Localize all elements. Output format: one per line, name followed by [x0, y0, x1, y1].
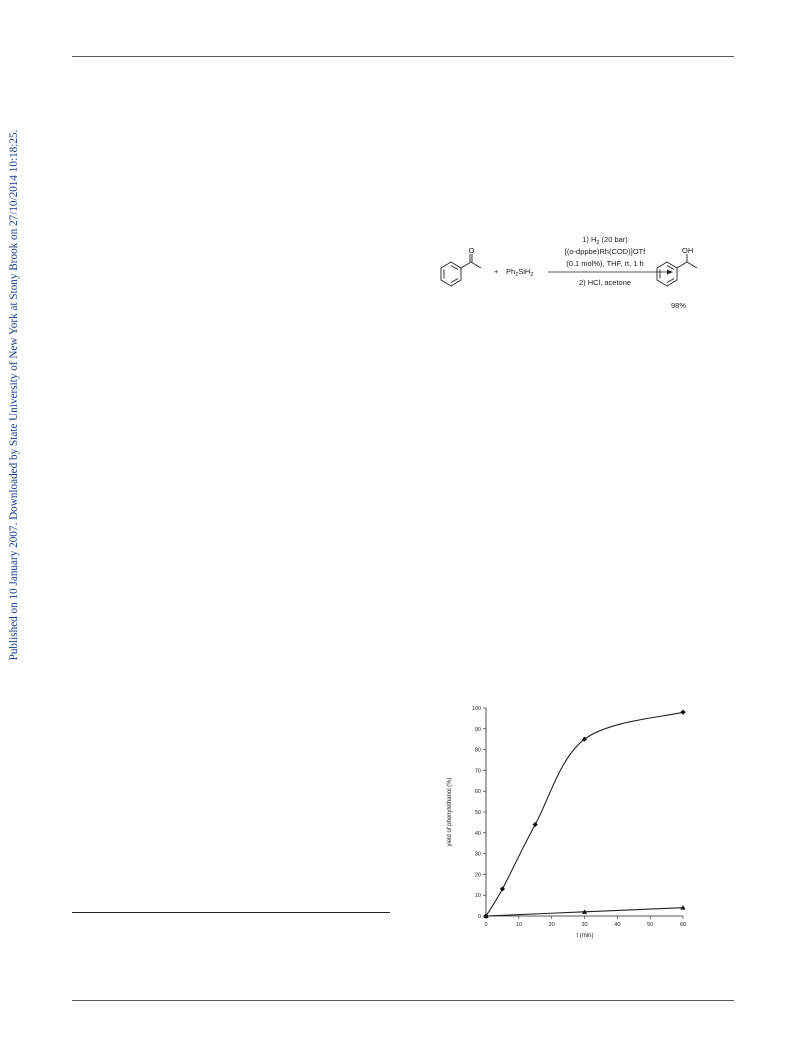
x-axis-label: t (min) — [576, 933, 594, 939]
condition-catalyst: [(o-dppbe)Rh(COD)]OTf — [564, 247, 646, 256]
series-1-line — [486, 712, 683, 916]
y-tick-label: 30 — [474, 851, 481, 858]
y-tick-label: 20 — [474, 872, 481, 879]
y-tick-label: 100 — [471, 706, 481, 712]
hydroxyl-label: OH — [682, 246, 694, 255]
header-rule — [72, 56, 734, 57]
acetophenone-structure — [441, 254, 481, 286]
download-watermark: Published on 10 January 2007. Downloaded by State University of New York at Stony Brook on 27/10/2014 10:18:25. — [8, 129, 20, 661]
y-tick-label: 40 — [474, 830, 481, 837]
y-tick-label: 60 — [474, 789, 481, 796]
y-tick-label: 50 — [474, 810, 481, 816]
x-tick-label: 40 — [614, 922, 621, 928]
y-tick-label: 70 — [474, 768, 481, 775]
x-tick-label: 30 — [581, 922, 588, 928]
y-tick-label: 10 — [474, 893, 481, 900]
silane-reagent: $Ph_2SiH_2$ — [506, 267, 534, 278]
reaction-scheme — [437, 228, 737, 318]
condition-loading: (0.1 mol%), THF, rt, 1 h — [566, 259, 644, 268]
x-tick-label: 50 — [647, 922, 654, 928]
plus-sign: + — [494, 267, 499, 276]
yield-time-chart — [443, 700, 703, 945]
x-tick-label: 60 — [679, 922, 687, 928]
series-1-point — [500, 886, 505, 891]
product-yield: 98% — [671, 301, 687, 310]
phenylethanol-structure — [657, 254, 697, 286]
y-tick-label: 90 — [474, 726, 481, 733]
series-1-point — [680, 710, 685, 715]
series-1-point — [533, 822, 538, 827]
y-axis-label: yield of phenylethanol (%) — [447, 777, 453, 847]
x-tick-label: 10 — [515, 922, 522, 928]
ketone-oxygen-label: O — [468, 246, 475, 255]
y-tick-label: 80 — [474, 747, 481, 754]
x-tick-label: 20 — [548, 922, 555, 928]
condition-step-1: 1) $H_2$ (20 bar) — [582, 235, 628, 246]
footnote-rule — [72, 912, 390, 913]
footer-rule — [72, 1000, 734, 1001]
reaction-arrow — [548, 270, 673, 275]
condition-step-2: 2) HCl, acetone — [578, 278, 632, 287]
y-tick-label: 0 — [477, 914, 481, 920]
x-tick-label: 0 — [484, 922, 488, 928]
